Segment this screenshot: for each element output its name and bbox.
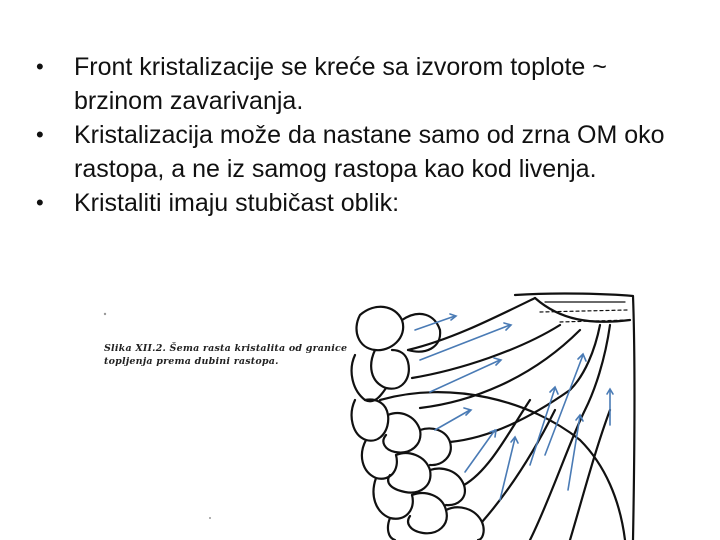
growth-arrow-icon bbox=[415, 316, 455, 330]
bullet-text: Kristaliti imaju stubičast oblik: bbox=[74, 189, 400, 217]
bullet-item bbox=[30, 50, 700, 118]
bullet-text: Front kristalizacije se kreće sa izvorom toplote ~ brzinom zavarivanja. bbox=[74, 53, 607, 115]
bullet-dot-icon: • bbox=[36, 54, 44, 79]
bullet-text: Kristalizacija može da nastane samo od zrna OM oko rastopa, a ne iz samog rastopa kao kod livenja. bbox=[74, 121, 665, 183]
bullet-item bbox=[30, 186, 700, 220]
crystal-growth-figure bbox=[90, 290, 650, 540]
bullet-item bbox=[30, 118, 700, 186]
crystal-growth-diagram-icon bbox=[90, 290, 650, 540]
bullet-list bbox=[30, 50, 700, 220]
bullet-dot-icon: • bbox=[36, 190, 44, 215]
bullet-dot-icon: • bbox=[36, 122, 44, 147]
figure-caption: Slika XII.2. Šema rasta kristalita od granice topljenja prema dubini rastopa. bbox=[104, 343, 348, 367]
